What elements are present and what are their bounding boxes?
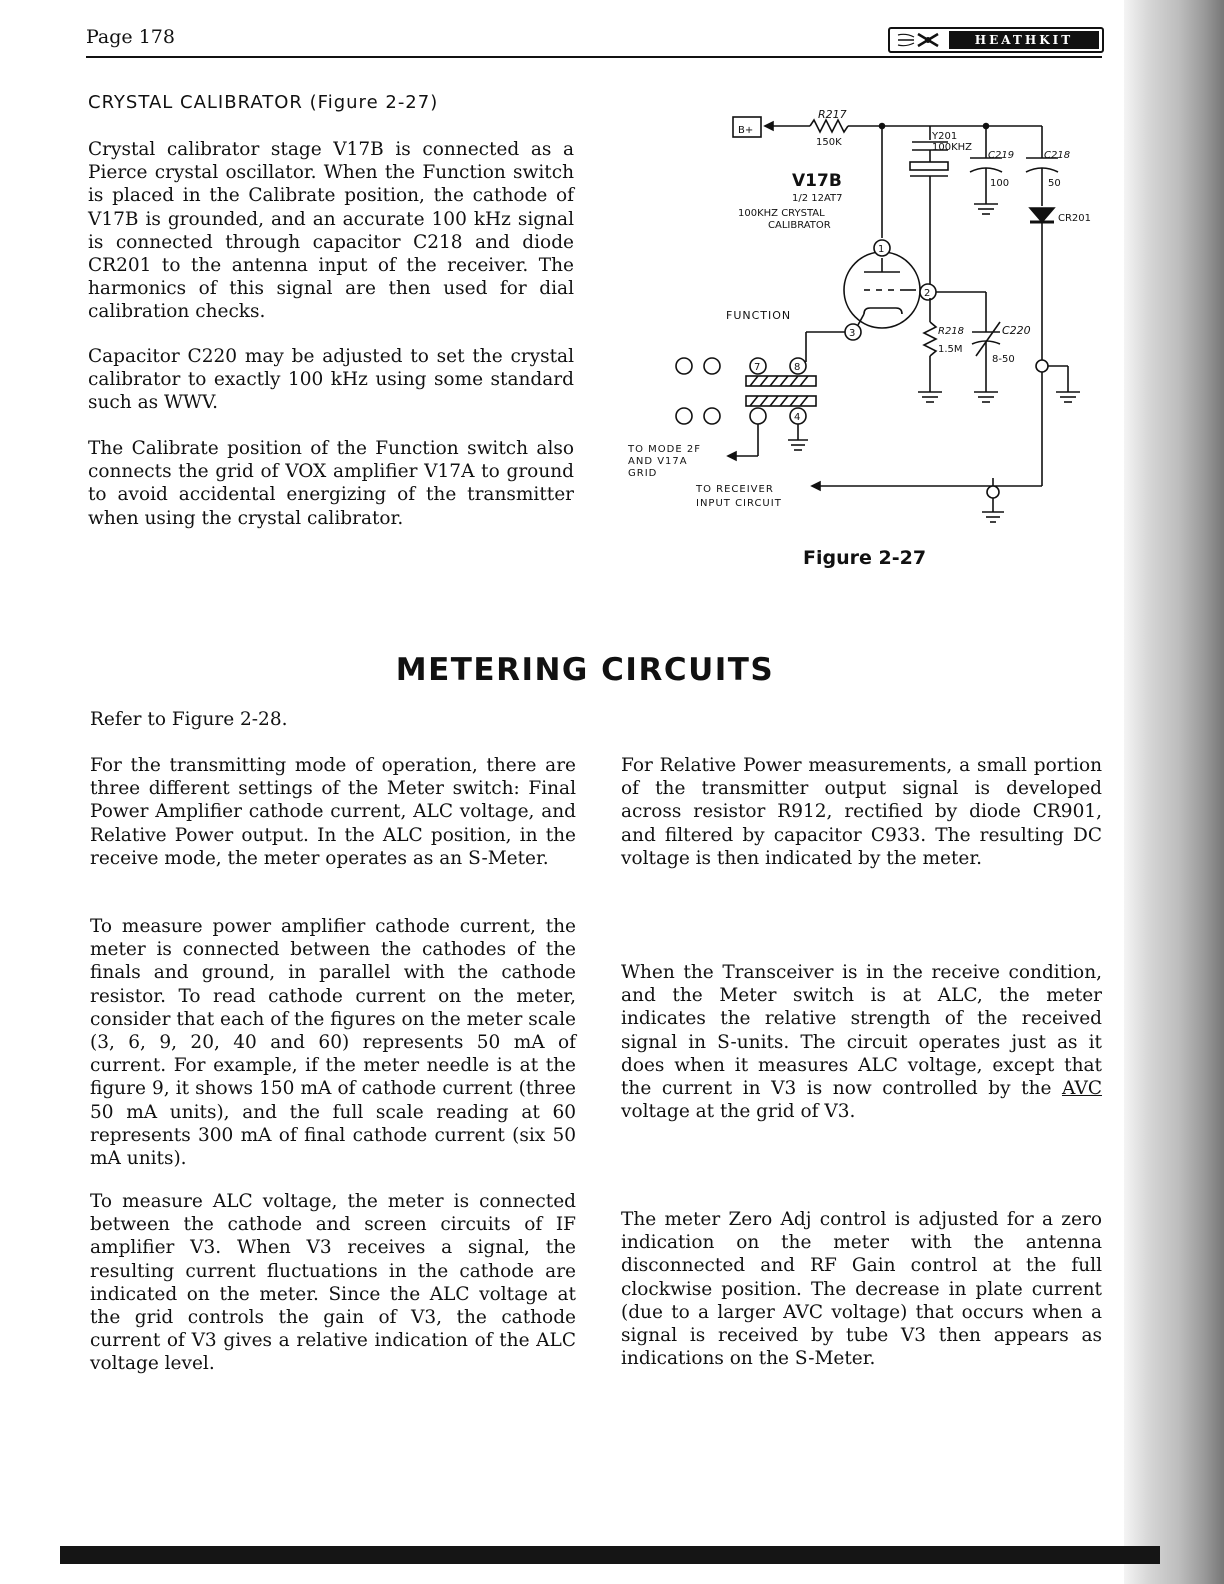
mode-label-1: TO MODE 2F (628, 444, 701, 455)
avc-underlined: AVC (1062, 1078, 1102, 1100)
y201-crystal (910, 162, 948, 170)
crystal-heading: CRYSTAL CALIBRATOR (Figure 2-27) (88, 92, 439, 113)
pin-1: 1 (878, 244, 885, 255)
c218-value: 50 (1048, 178, 1061, 189)
crystal-paragraph-1: Crystal calibrator stage V17B is connected as a Pierce crystal oscillator. When the Function switch is placed in the Calibrate position, the cathode of V17B is grounded, and an accurate 100 kHz signal is connected through capacitor C218 and diode CR201 to the antenna input of the receiver. The harmonics of this signal are then used for dial calibration checks. (88, 139, 574, 323)
page-number: Page 178 (86, 26, 175, 48)
metering-right-paragraph-3: The meter Zero Adj control is adjusted for a zero indication on the meter with the antenna disconnected and RF Gain control at the full clockwise position. The decrease in plate current (due to a larger AVC voltage) that occurs when a signal is received by tube V3 then appears as indications on the S-Meter. (621, 1209, 1102, 1370)
scan-bottom-edge (60, 1546, 1160, 1564)
pin-4: 4 (794, 412, 801, 423)
cr201-label: CR201 (1058, 213, 1092, 224)
bplus-label: B+ (738, 125, 754, 136)
tube-label: V17B (792, 171, 842, 191)
r217-resistor (810, 120, 848, 132)
c219-value: 100 (990, 178, 1010, 189)
crystal-paragraph-2: Capacitor C220 may be adjusted to set the crystal calibrator to exactly 100 kHz using some standard such as WWV. (88, 346, 574, 414)
right-p2-text-b: voltage at the grid of V3. (621, 1101, 856, 1123)
receiver-label-2: INPUT CIRCUIT (696, 498, 782, 509)
function-label: FUNCTION (726, 309, 792, 322)
pin-7: 7 (754, 362, 761, 373)
header-rule (86, 56, 1102, 58)
metering-right-paragraph-2 (621, 961, 1102, 1123)
book-spine-shadow (1124, 0, 1224, 1584)
pin-3: 3 (849, 328, 856, 339)
r217-value: 150K (816, 137, 842, 148)
c220-value: 8-50 (992, 354, 1015, 365)
right-p2-text-a: When the Transceiver is in the receive condition, and the Meter switch is at ALC, the meter indicates the relative strength of the received signal in S-units. The circuit operates just as it does when it measures ALC voltage, except that the current in V3 is now controlled by the (621, 962, 1102, 1100)
y201-value: 100KHZ (932, 142, 973, 153)
receiver-label-1: TO RECEIVER (696, 484, 774, 495)
r217-label: R217 (818, 108, 847, 121)
schematic-figure-2-27 (620, 100, 1110, 540)
figure-caption: Figure 2-27 (803, 547, 927, 569)
logo-wordmark: HEATHKIT (949, 31, 1099, 49)
heathkit-logo (888, 27, 1104, 53)
refer-line: Refer to Figure 2-28. (90, 709, 288, 730)
pin-2: 2 (924, 288, 931, 299)
crystal-paragraph-3: The Calibrate position of the Function switch also connects the grid of VOX amplifier V17A to ground to avoid accidental energizing of the transmitter when using the crystal calibrator. (88, 438, 574, 529)
metering-right-paragraph-1: For Relative Power measurements, a small portion of the transmitter output signal is developed across resistor R912, rectified by diode CR901, and filtered by capacitor C933. The resulting DC voltage is then indicated by the meter. (621, 755, 1102, 869)
c218-label: C218 (1044, 150, 1071, 161)
mode-label-2: AND V17A (628, 456, 688, 467)
mode-label-3: GRID (628, 468, 658, 479)
tube-desc-line-1: 100KHZ CRYSTAL (738, 208, 825, 219)
r218-value: 1.5M (938, 344, 963, 355)
c220-label: C220 (1002, 324, 1031, 337)
pin-8: 8 (794, 362, 801, 373)
r218-resistor (924, 322, 936, 356)
r218-label: R218 (938, 326, 965, 337)
c219-label: C219 (988, 150, 1015, 161)
metering-left-paragraph-3: To measure ALC voltage, the meter is connected between the cathode and screen circuits of IF amplifier V3. When V3 receives a signal, the resulting current fluctuations in the cathode are indicated on the meter. Since the ALC voltage at the grid controls the gain of V3, the cathode current of V3 gives a relative indication of the ALC voltage level. (90, 1191, 576, 1375)
metering-left-paragraph-1: For the transmitting mode of operation, there are three different settings of the Meter switch: Final Power Amplifier cathode current, ALC voltage, and Relative Power output. In the ALC position, in the receive mode, the meter operates as an S-Meter. (90, 755, 576, 869)
tube-type: 1/2 12AT7 (792, 193, 843, 204)
section-title: METERING CIRCUITS (395, 652, 775, 688)
cr201-diode (1030, 208, 1054, 222)
tube-desc-line-2: CALIBRATOR (768, 220, 831, 231)
metering-left-paragraph-2: To measure power amplifier cathode current, the meter is connected between the cathodes of the finals and ground, in parallel with the cathode resistor. To read cathode current on the meter, consider that each of the figures on the meter scale (3, 6, 9, 20, 40 and 60) represents 50 mA of current. For example, if the meter needle is at the figure 9, it shows 150 mA of cathode current (three 50 mA units), and the full scale reading at 60 represents 300 mA of final cathode current (six 50 mA units). (90, 916, 576, 1170)
y201-label: Y201 (932, 131, 958, 142)
logo-emblem-icon (896, 31, 948, 49)
